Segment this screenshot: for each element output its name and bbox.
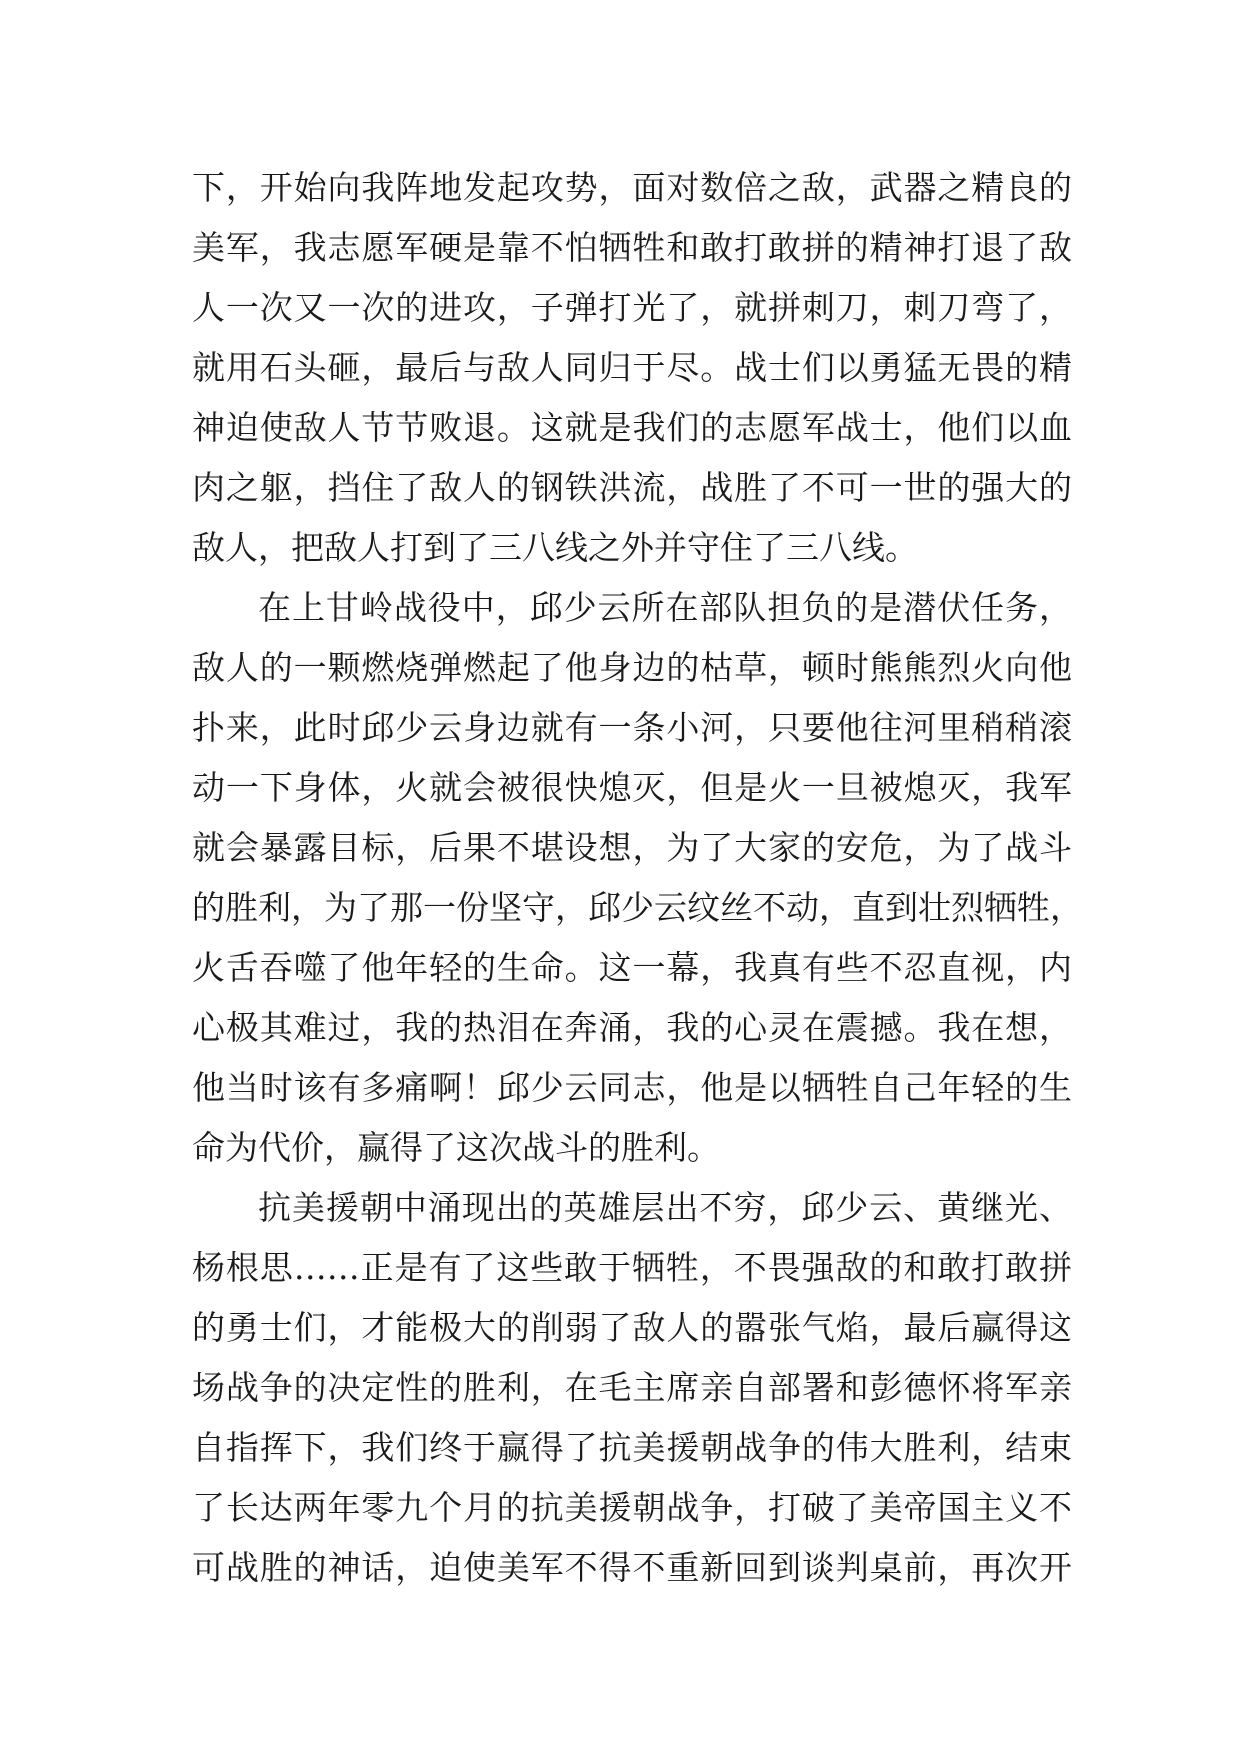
text-line: 就用石头砸，最后与敌人同归于尽。战士们以勇猛无畏的精 [192, 348, 1072, 387]
text-line: 他当时该有多痛啊！邱少云同志，他是以牺牲自己年轻的生 [192, 1068, 1072, 1107]
text-line: 人一次又一次的进攻，子弹打光了，就拼刺刀，刺刀弯了， [192, 288, 1072, 327]
text-line: 肉之躯，挡住了敌人的钢铁洪流，战胜了不可一世的强大的 [192, 468, 1072, 507]
text-line: 美军，我志愿军硬是靠不怕牺牲和敢打敢拼的精神打退了敌 [192, 228, 1072, 267]
text-line: 杨根思……正是有了这些敢于牺牲，不畏强敌的和敢打敢拼 [192, 1248, 1072, 1287]
text-line: 神迫使敌人节节败退。这就是我们的志愿军战士，他们以血 [192, 408, 1072, 447]
text-line: 下，开始向我阵地发起攻势，面对数倍之敌，武器之精良的 [192, 168, 1072, 207]
text-line: 的胜利，为了那一份坚守，邱少云纹丝不动，直到壮烈牺牲， [192, 888, 1083, 927]
text-line: 动一下身体，火就会被很快熄灭，但是火一旦被熄灭，我军 [192, 768, 1072, 807]
text-line: 的勇士们，才能极大的削弱了敌人的嚣张气焰，最后赢得这 [192, 1308, 1072, 1347]
text-line: 火舌吞噬了他年轻的生命。这一幕，我真有些不忍直视，内 [192, 948, 1072, 987]
text-line: 命为代价，赢得了这次战斗的胜利。 [192, 1128, 720, 1167]
text-line: 自指挥下，我们终于赢得了抗美援朝战争的伟大胜利，结束 [192, 1428, 1072, 1467]
text-line: 敌人的一颗燃烧弹燃起了他身边的枯草，顿时熊熊烈火向他 [192, 648, 1072, 687]
text-line: 心极其难过，我的热泪在奔涌，我的心灵在震撼。我在想， [192, 1008, 1072, 1047]
text-line: 场战争的决定性的胜利，在毛主席亲自部署和彭德怀将军亲 [192, 1368, 1072, 1407]
text-line: 抗美援朝中涌现出的英雄层出不穷，邱少云、黄继光、 [258, 1188, 1072, 1227]
text-line: 扑来，此时邱少云身边就有一条小河，只要他往河里稍稍滚 [192, 708, 1072, 747]
text-line: 可战胜的神话，迫使美军不得不重新回到谈判桌前，再次开 [192, 1548, 1072, 1587]
text-line: 了长达两年零九个月的抗美援朝战争，打破了美帝国主义不 [192, 1488, 1072, 1527]
text-line: 在上甘岭战役中，邱少云所在部队担负的是潜伏任务， [258, 588, 1072, 627]
text-line: 就会暴露目标，后果不堪设想，为了大家的安危，为了战斗 [192, 828, 1072, 867]
body-text [192, 158, 1083, 1598]
text-line: 敌人，把敌人打到了三八线之外并守住了三八线。 [192, 528, 918, 567]
